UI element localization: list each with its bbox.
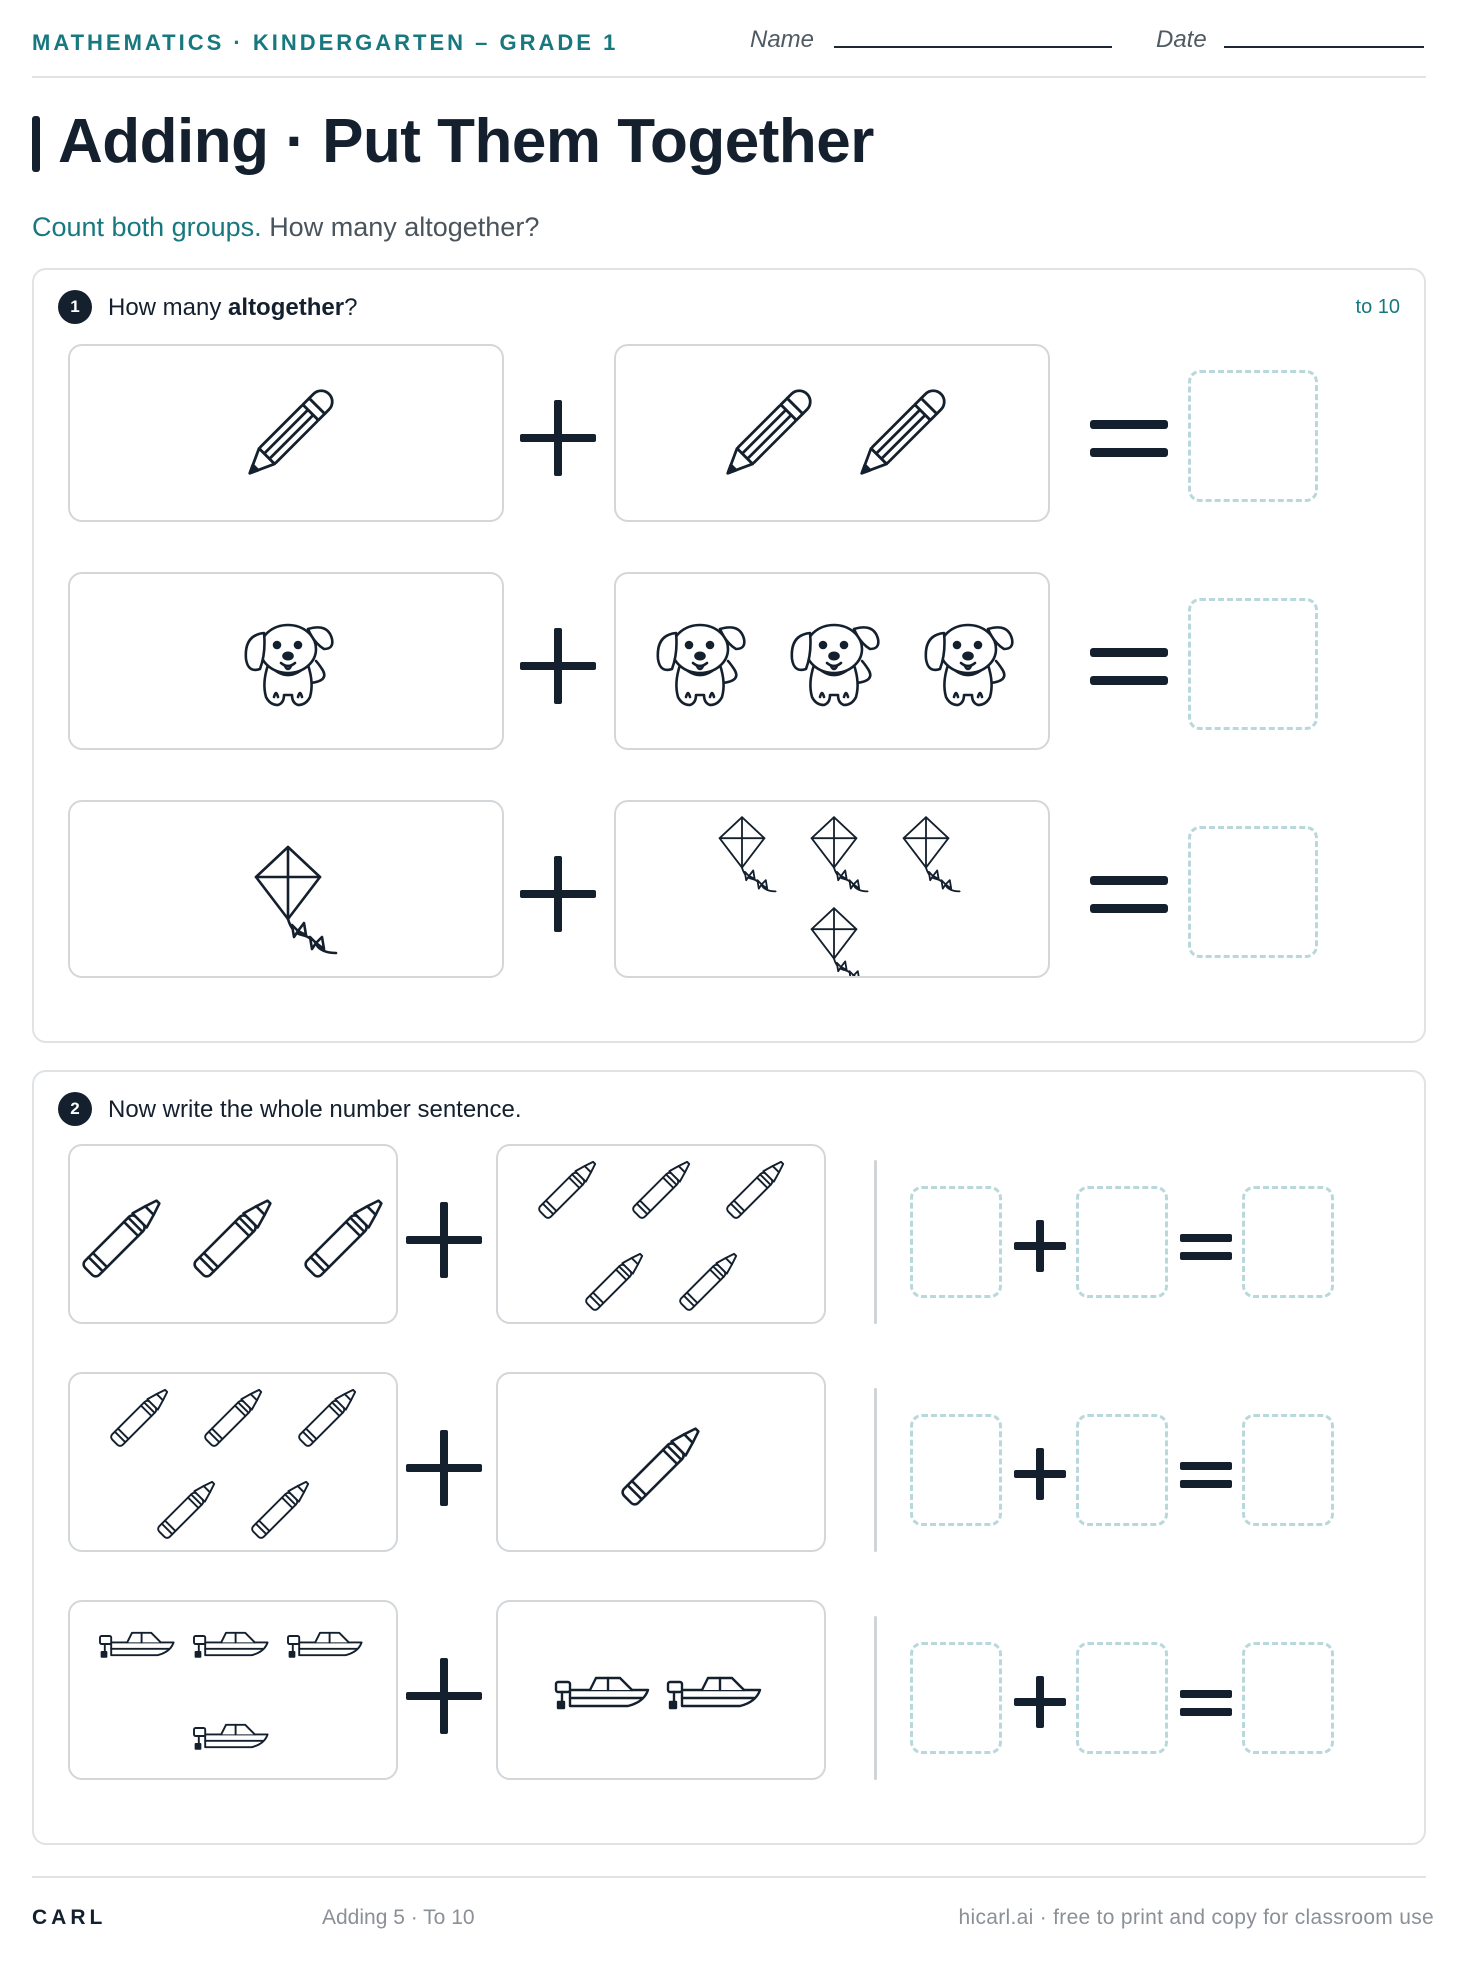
plus-sign (404, 1428, 484, 1513)
crayon-icon (157, 1478, 219, 1540)
instructions (32, 212, 539, 243)
worksheet-id: Adding 5 · To 10 (322, 1906, 475, 1929)
crayon-icon (304, 1195, 387, 1278)
sum-answer-box[interactable] (1242, 1642, 1334, 1754)
pencil-icon (854, 386, 949, 481)
crayon-icon (621, 1423, 704, 1506)
crayon-icon (538, 1158, 600, 1220)
question-2-prompt: Now write the whole number sentence. (108, 1096, 522, 1123)
boat-icon (668, 1678, 760, 1708)
pencil-icon (242, 386, 337, 481)
divider (874, 1160, 877, 1324)
crayon-icon (726, 1158, 788, 1220)
kite-icon (904, 817, 960, 891)
addend-answer-box[interactable] (910, 1414, 1002, 1526)
answer-box[interactable] (1188, 826, 1318, 958)
equals-sign (1088, 628, 1170, 713)
sum-answer-box[interactable] (1242, 1186, 1334, 1298)
instructions-highlight: Count both groups. (32, 212, 262, 242)
addend-box-left (68, 1144, 398, 1324)
brand-logo: CARL (32, 1906, 107, 1929)
answer-box[interactable] (1188, 598, 1318, 730)
plus-sign (404, 1200, 484, 1285)
boat-icon (194, 1633, 268, 1657)
addend-box-right (496, 1600, 826, 1780)
crayon-icon (298, 1386, 360, 1448)
addend-answer-box[interactable] (1076, 1642, 1168, 1754)
addend-box-right (496, 1144, 826, 1324)
addend-answer-box[interactable] (910, 1186, 1002, 1298)
section-1-card (32, 268, 1426, 1043)
boat-icon (194, 1725, 268, 1749)
prompt-end: ? (344, 294, 358, 321)
prompt-text: How many (108, 294, 229, 321)
addend-box-right (496, 1372, 826, 1552)
plus-sign (1010, 1216, 1070, 1281)
addend-answer-box[interactable] (1076, 1414, 1168, 1526)
equals-sign (1176, 1674, 1236, 1739)
addend-box-left (68, 344, 504, 522)
boat-icon (100, 1633, 174, 1657)
addend-box-left (68, 800, 504, 978)
addend-box-left (68, 1600, 398, 1780)
prompt-bold: altogether (228, 294, 345, 321)
pencil-icon (720, 386, 815, 481)
crayon-icon (679, 1250, 741, 1312)
puppy-icon (792, 625, 879, 705)
equals-sign (1176, 1218, 1236, 1283)
puppy-icon (246, 625, 333, 705)
subject-label: MATHEMATICS · KINDERGARTEN – GRADE 1 (32, 30, 619, 55)
plus-sign (518, 398, 598, 483)
answer-box[interactable] (1188, 370, 1318, 502)
plus-sign (1010, 1672, 1070, 1737)
plus-sign (518, 626, 598, 711)
crayon-icon (204, 1386, 266, 1448)
crayon-icon (632, 1158, 694, 1220)
equals-sign (1088, 856, 1170, 941)
addend-answer-box[interactable] (1076, 1186, 1168, 1298)
question-1-number: 1 (58, 290, 92, 324)
crayon-icon (251, 1478, 313, 1540)
divider (874, 1388, 877, 1552)
name-line[interactable] (834, 46, 1112, 48)
footer-divider (32, 1876, 1426, 1878)
sum-answer-box[interactable] (1242, 1414, 1334, 1526)
addend-box-left (68, 1372, 398, 1552)
boat-icon (556, 1678, 648, 1708)
crayon-icon (82, 1195, 165, 1278)
addend-box-left (68, 572, 504, 750)
instructions-question: How many altogether? (269, 212, 540, 242)
puppy-icon (658, 625, 745, 705)
name-label: Name (750, 26, 815, 53)
title-accent-bar (32, 116, 40, 172)
date-line[interactable] (1224, 46, 1424, 48)
crayon-icon (193, 1195, 276, 1278)
plus-sign (1010, 1444, 1070, 1509)
section-2-card (32, 1070, 1426, 1845)
kite-icon (256, 847, 336, 953)
equals-sign (1088, 400, 1170, 485)
page-title: Adding · Put Them Together (58, 107, 874, 176)
question-1-prompt (108, 294, 357, 322)
addend-box-right (614, 344, 1050, 522)
plus-sign (404, 1656, 484, 1741)
site-note: hicarl.ai · free to print and copy for classroom use (958, 1906, 1434, 1929)
kite-icon (720, 817, 776, 891)
kite-icon (812, 817, 868, 891)
range-badge: to 10 (1355, 296, 1400, 318)
kite-icon (812, 908, 868, 978)
equals-sign (1176, 1446, 1236, 1511)
divider (874, 1616, 877, 1780)
crayon-icon (110, 1386, 172, 1448)
date-label: Date (1156, 26, 1207, 53)
addend-answer-box[interactable] (910, 1642, 1002, 1754)
boat-icon (288, 1633, 362, 1657)
puppy-icon (926, 625, 1013, 705)
crayon-icon (585, 1250, 647, 1312)
header-divider (32, 76, 1426, 78)
question-2-number: 2 (58, 1092, 92, 1126)
addend-box-right (614, 572, 1050, 750)
addend-box-right (614, 800, 1050, 978)
plus-sign (518, 854, 598, 939)
